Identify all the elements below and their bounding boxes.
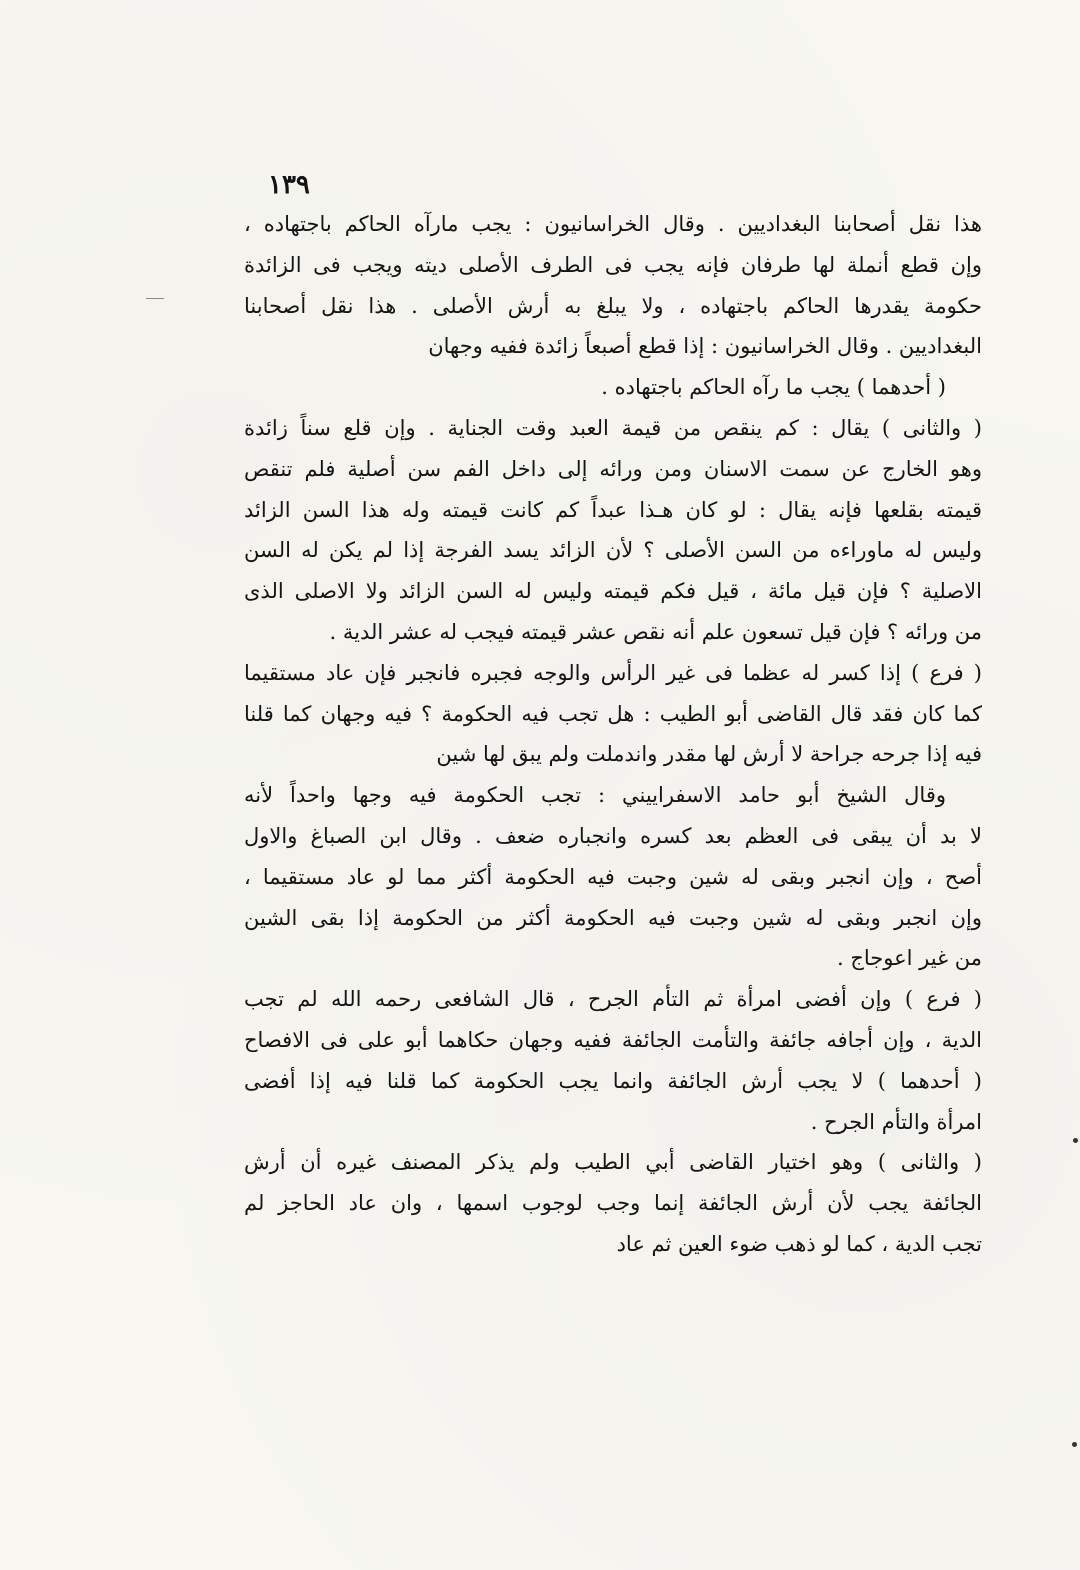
text-line: من غير اعوجاج . <box>837 946 982 971</box>
page-number: ١٣٩ <box>268 170 310 200</box>
text-line: وليس له ماوراءه من السن الأصلى ؟ لأن الزائد يسد الفرجة إذا لم يكن له السن <box>244 538 982 563</box>
text-line: ( والثانى ) وهو اختيار القاضى أبي الطيب ولم يذكر المصنف غيره أن أرش <box>244 1150 982 1175</box>
margin-dot <box>1073 1138 1078 1143</box>
text-line: الجائفة يجب لأن أرش الجائفة إنما وجب لوجوب اسمها ، وان عاد الحاجز لم <box>244 1191 982 1216</box>
text-line: وقال الشيخ أبو حامد الاسفراييني : تجب الحكومة فيه وجها واحداً لأنه <box>244 783 946 808</box>
text-line: وهو الخارج عن سمت الاسنان ومن ورائه إلى داخل الفم سن أصلية فلم تنقص <box>244 456 982 481</box>
text-line: حكومة يقدرها الحاكم باجتهاده ، ولا يبلغ به أرش الأصلى . هذا نقل أصحابنا <box>244 293 982 318</box>
text-line: أصح ، وإن انجبر وبقى له شين وجبت فيه الحكومة أكثر مما لو عاد مستقيما ، <box>244 864 982 889</box>
body-text <box>244 204 982 1265</box>
text-line: ( والثانى ) يقال : كم ينقص من قيمة العبد وقت الجناية . وإن قلع سناً زائدة <box>244 415 982 440</box>
text-line: ( أحدهما ) يجب ما رآه الحاكم باجتهاده . <box>601 375 946 400</box>
text-line: امرأة والتأم الجرح . <box>810 1109 982 1134</box>
text-line: ( فرع ) إذا كسر له عظما فى غير الرأس والوجه فجبره فانجبر فإن عاد مستقيما <box>244 660 982 685</box>
text-line: ( أحدهما ) لا يجب أرش الجائفة وانما يجب الحكومة كما قلنا فيه إذا أفضى <box>244 1068 982 1093</box>
margin-dot <box>1072 1442 1077 1447</box>
text-line: تجب الدية ، كما لو ذهب ضوء العين ثم عاد <box>616 1231 982 1256</box>
text-line: كما كان فقد قال القاضى أبو الطيب : هل تجب فيه الحكومة ؟ فيه وجهان كما قلنا <box>244 701 982 726</box>
text-line: ( فرع ) وإن أفضى امرأة ثم التأم الجرح ، قال الشافعى رحمه الله لم تجب <box>244 987 982 1012</box>
text-line: البغداديين . وقال الخراسانيون : إذا قطع أصبعاً زائدة ففيه وجهان <box>428 334 982 359</box>
text-line: قيمته بقلعها فإنه يقال : لو كان هـذا عبداً كم كانت قيمته وله هذا السن الزائد <box>244 497 982 522</box>
text-line: الاصلية ؟ فإن قيل مائة ، قيل فكم قيمته وليس له السن الزائد ولا الاصلى الذى <box>244 579 982 604</box>
text-line: من ورائه ؟ فإن قيل تسعون علم أنه نقص عشر قيمته فيجب له عشر الدية . <box>329 619 982 644</box>
text-line: لا بد أن يبقى فى العظم بعد كسره وانجباره ضعف . وقال ابن الصباغ والاول <box>244 823 982 848</box>
text-line: الدية ، وإن أجافه جائفة والتأمت الجائفة ففيه وجهان حكاهما أبو على فى الافصاح <box>244 1027 982 1052</box>
text-line: فيه إذا جرحه جراحة لا أرش لها مقدر واندملت ولم يبق لها شين <box>436 742 982 767</box>
text-line: وإن انجبر وبقى له شين وجبت فيه الحكومة أكثر من الحكومة إذا بقى الشين <box>244 905 982 930</box>
text-line: هذا نقل أصحابنا البغداديين . وقال الخراسانيون : يجب مارآه الحاكم باجتهاده ، <box>244 212 982 236</box>
text-line: وإن قطع أنملة لها طرفان فإنه يجب فى الطرف الأصلى ديته ويجب فى الزائدة <box>244 252 982 277</box>
margin-mark <box>146 298 164 299</box>
